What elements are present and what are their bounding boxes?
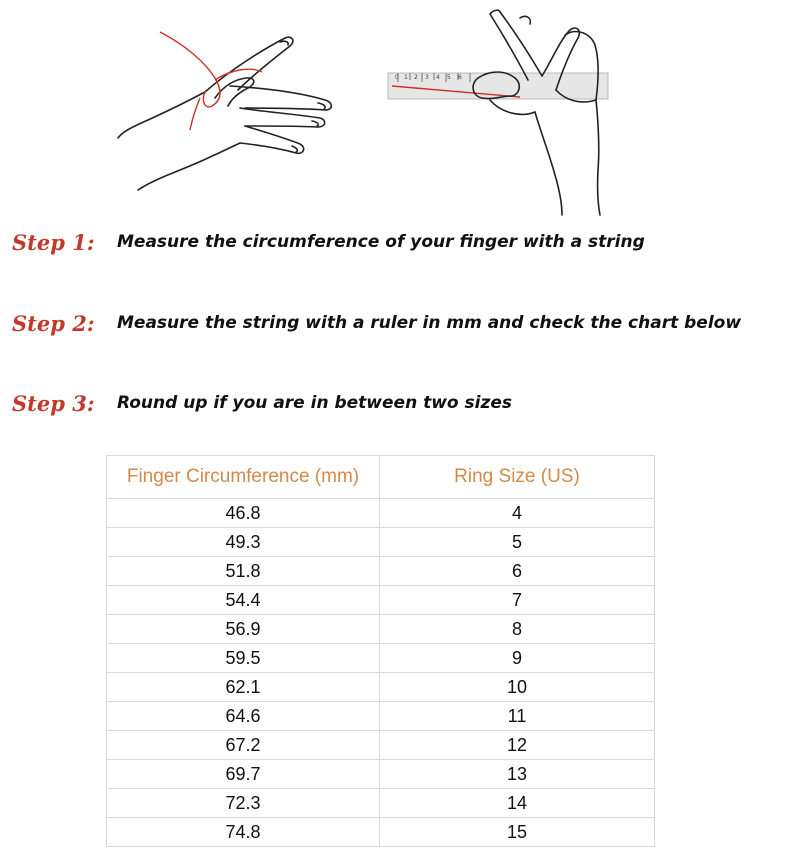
hand-measuring-finger-with-string-icon (118, 37, 331, 190)
ring-size-cell: 14 (380, 789, 655, 818)
step-1-label: Step 1: (12, 230, 95, 255)
ring-size-cell: 13 (380, 760, 655, 789)
ring-size-cell: 6 (380, 557, 655, 586)
hand-holding-string-against-ruler-icon (473, 10, 600, 215)
table-row (107, 818, 655, 847)
table-row (107, 731, 655, 760)
table-row (107, 789, 655, 818)
table-row (107, 586, 655, 615)
circumference-cell: 54.4 (107, 586, 380, 615)
ruler-mark: 3 (425, 74, 429, 81)
circumference-cell: 64.6 (107, 702, 380, 731)
ring-size-table (106, 455, 655, 847)
ruler-mark: 4 (436, 74, 440, 81)
step-3-text: Round up if you are in between two sizes (117, 393, 513, 413)
table-row (107, 673, 655, 702)
table-row (107, 557, 655, 586)
ring-size-cell: 8 (380, 615, 655, 644)
header-finger-circumference: Finger Circumference (mm) (107, 456, 380, 499)
circumference-cell: 59.5 (107, 644, 380, 673)
table-row (107, 499, 655, 528)
ring-size-cell: 7 (380, 586, 655, 615)
table-row (107, 644, 655, 673)
ring-size-cell: 12 (380, 731, 655, 760)
step-1-text: Measure the circumference of your finger with a string (117, 232, 645, 252)
ruler-mark: 0 (395, 74, 399, 81)
ring-size-cell: 15 (380, 818, 655, 847)
circumference-cell: 72.3 (107, 789, 380, 818)
circumference-cell: 49.3 (107, 528, 380, 557)
ruler-mark: 6 (458, 74, 462, 81)
circumference-cell: 69.7 (107, 760, 380, 789)
step-3 (12, 391, 798, 421)
step-3-label: Step 3: (12, 391, 95, 416)
circumference-cell: 67.2 (107, 731, 380, 760)
circumference-cell: 62.1 (107, 673, 380, 702)
circumference-cell: 46.8 (107, 499, 380, 528)
circumference-cell: 51.8 (107, 557, 380, 586)
table-row (107, 615, 655, 644)
ruler-mark: 5 (447, 74, 451, 81)
step-2 (12, 311, 798, 341)
table-row (107, 760, 655, 789)
step-2-text: Measure the string with a ruler in mm and check the chart below (117, 313, 742, 333)
ring-size-cell: 4 (380, 499, 655, 528)
ring-size-cell: 9 (380, 644, 655, 673)
table-row (107, 528, 655, 557)
table-row (107, 702, 655, 731)
ring-size-cell: 5 (380, 528, 655, 557)
ruler-mark: 2 (414, 74, 418, 81)
ring-size-cell: 11 (380, 702, 655, 731)
measuring-illustration (0, 0, 800, 220)
step-1 (12, 230, 798, 260)
ruler-icon (388, 73, 608, 99)
step-2-label: Step 2: (12, 311, 95, 336)
circumference-cell: 56.9 (107, 615, 380, 644)
table-header-row (107, 456, 655, 499)
ring-size-cell: 10 (380, 673, 655, 702)
circumference-cell: 74.8 (107, 818, 380, 847)
ruler-mark: 1 (404, 74, 408, 81)
header-ring-size: Ring Size (US) (380, 456, 655, 499)
